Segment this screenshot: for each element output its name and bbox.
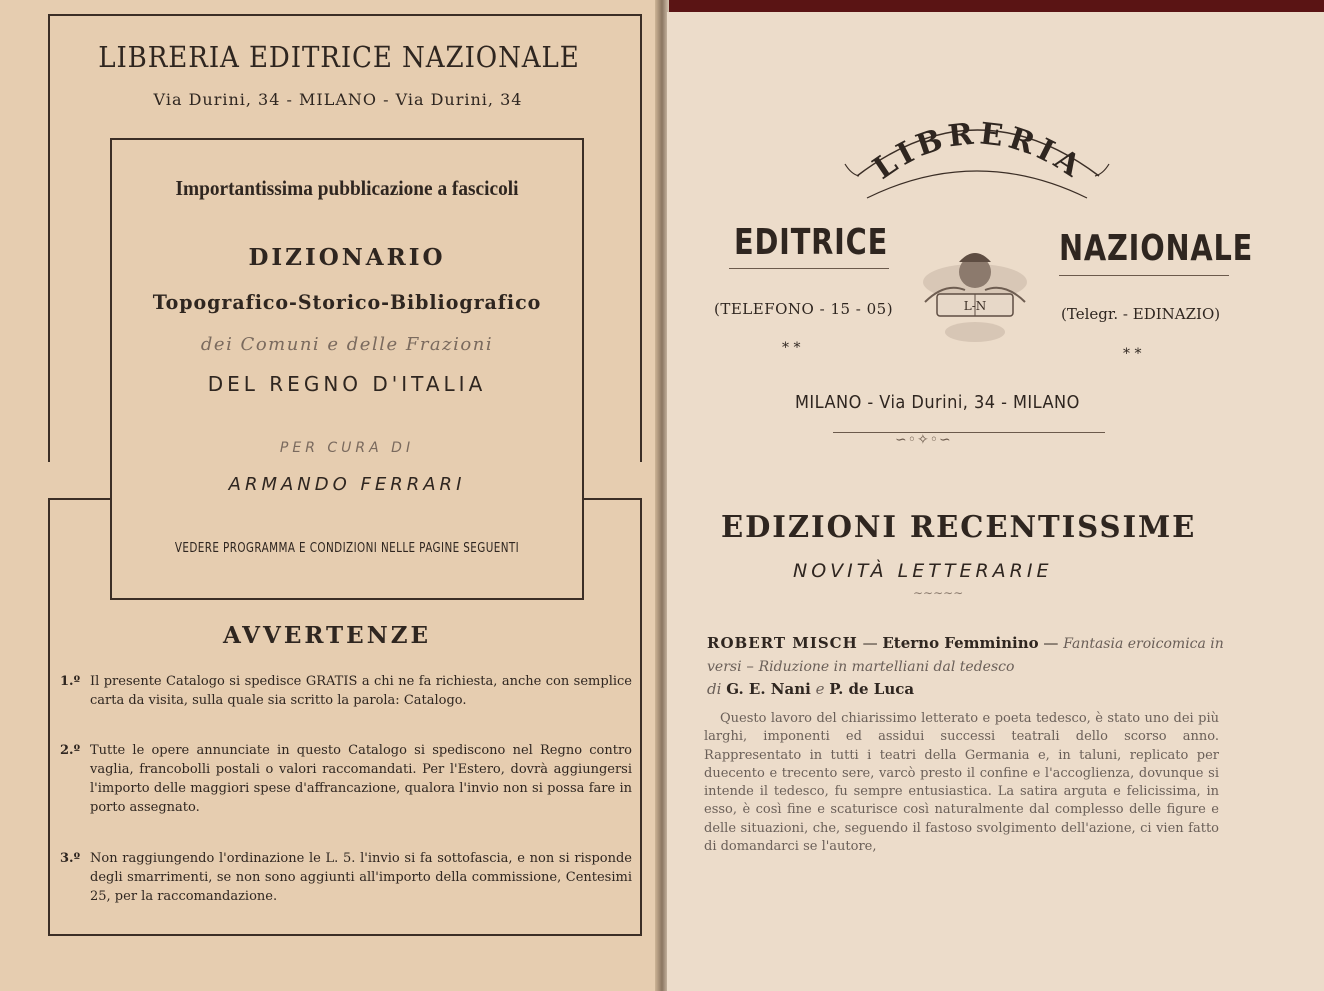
credit-prefix: di	[707, 680, 722, 698]
dash-2: —	[1043, 634, 1064, 652]
rule-left	[729, 268, 889, 269]
ornament: ∽◦✧◦∽	[895, 432, 952, 448]
asterisks-left: * *	[782, 340, 801, 356]
entry-heading	[707, 632, 1227, 700]
notices-heading: AVVERTENZE	[222, 622, 432, 649]
asterisks-right: * *	[1123, 346, 1142, 362]
conjunction: e	[815, 680, 825, 698]
masthead-left-word: EDITRICE	[734, 222, 889, 263]
editor-name: ARMANDO FERRARI	[228, 474, 466, 495]
emblem-label: L-N	[963, 299, 987, 313]
notice-item-1	[60, 672, 632, 710]
section-ornament: ∼∼∼∼∼	[913, 586, 964, 600]
section-subtitle: NOVITÀ LETTERARIE	[793, 560, 1053, 582]
notice-item-3	[60, 849, 632, 906]
left-page	[0, 0, 660, 991]
address-rule	[833, 432, 1105, 433]
entry-author: ROBERT MISCH	[707, 634, 858, 652]
frame-connector-left	[48, 498, 110, 500]
publication-subtitle: Topografico-Storico-Bibliografico	[152, 290, 542, 314]
translator-2: P. de Luca	[829, 680, 915, 698]
entry-genre: Fantasia eroicomica in versi	[707, 636, 1224, 675]
translator-1: G. E. Nani	[726, 680, 811, 698]
entry-edition: Riduzione in martelliani dal tedesco	[758, 659, 1015, 675]
editor-prefix: PER CURA DI	[279, 440, 415, 456]
section-title: EDIZIONI RECENTISSIME	[721, 510, 1197, 545]
notice-text: Non raggiungendo l'ordinazione le L. 5. l'invio si fa sottofascia, e non si risponde degli smarrimenti, se non sono aggiunti all'importo della commissione, Centesimi 25, per la raccomandazione.	[90, 851, 632, 904]
entry-work: Eterno Femminino	[882, 634, 1039, 652]
svg-text:LIBRERIA	[867, 116, 1091, 186]
masthead-right-word: NAZIONALE	[1059, 228, 1254, 269]
publication-box	[110, 138, 584, 600]
arch-word: LIBRERIA	[866, 116, 1091, 187]
dash-3: –	[746, 657, 759, 675]
dash-1: —	[862, 634, 883, 652]
notice-number: 2.º	[60, 743, 81, 758]
notice-number: 1.º	[60, 674, 81, 689]
publication-scope: dei Comuni e delle Frazioni	[200, 334, 494, 355]
telephone: (TELEFONO - 15 - 05)	[714, 300, 894, 318]
right-page	[667, 12, 1324, 991]
publication-intro: Importantissima pubblicazione a fascicoli	[175, 176, 519, 200]
publication-title: DIZIONARIO	[248, 244, 446, 271]
notice-text: Il presente Catalogo si spedisce GRATIS a chi ne fa richiesta, anche con semplice carta da visita, sulla quale sia scritto la parola: Catalogo.	[90, 674, 632, 708]
frame-connector-right	[582, 498, 640, 500]
rule-right	[1059, 275, 1229, 276]
libreria-arch	[837, 94, 1117, 204]
notice-text: Tutte le opere annunciate in questo Catalogo si spediscono nel Regno contro vaglia, francobolli postali o valori raccomandati. Per l'Estero, dovrà aggiungersi l'importo delle maggiori spese d'affrancazione, qualora l'invio non si possa fare in porto assegnato.	[90, 743, 632, 815]
publisher-address: Via Durini, 34 - MILANO - Via Durini, 34	[153, 90, 523, 109]
entry-description: Questo lavoro del chiarissimo letterato e poeta tedesco, è stato uno dei più larghi, imponenti ed assidui successi teatrali dello scorso anno. Rappresentato in tutti i teatri della Germania e, in taluni, replicato per duecento e trecento sere, varcò presto il confine e l'accoglienza, dovunque si intende il tedesco, fu sempre entusiastica. La satira arguta e felicissima, in esso, è così fine e scaturisce così naturalmente dal complesso delle figure e delle situazioni, che, seguendo il fastoso svolgimento dell'azione, ci vien fatto di domandarci se l'autore,	[704, 711, 1219, 855]
telegraph: (Telegr. - EDINAZIO)	[1061, 305, 1221, 323]
publisher-title: LIBRERIA EDITRICE NAZIONALE	[98, 40, 580, 74]
publication-region: DEL REGNO D'ITALIA	[207, 372, 487, 396]
publisher-emblem	[915, 242, 1035, 352]
notice-number: 3.º	[60, 851, 81, 866]
notice-item-2	[60, 741, 632, 817]
conditions-note: VEDERE PROGRAMMA E CONDIZIONI NELLE PAGINE SEGUENTI	[174, 541, 520, 556]
masthead-address: MILANO - Via Durini, 34 - MILANO	[795, 392, 1080, 413]
